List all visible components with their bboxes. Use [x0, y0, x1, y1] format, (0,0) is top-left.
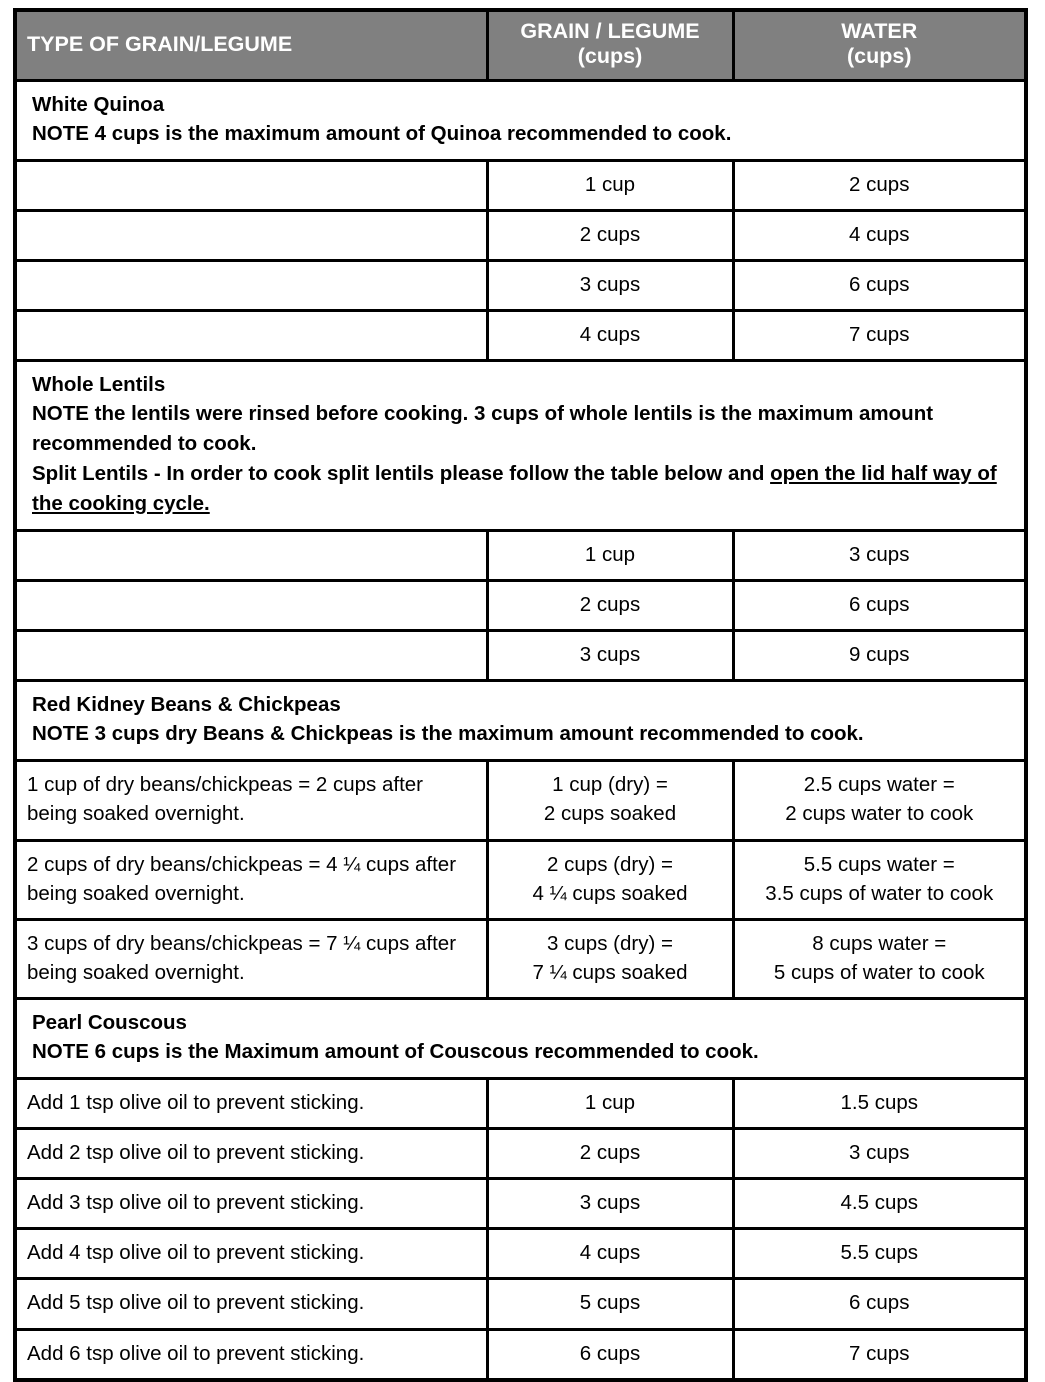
section-note [32, 1037, 1010, 1067]
cell-water-cups-line-1: 4.5 cups [840, 1191, 918, 1215]
cell-description-line-1: Add 1 tsp olive oil to prevent sticking. [27, 1091, 365, 1115]
cell-description [15, 260, 487, 310]
cell-description-line-1: 3 cups of dry beans/chickpeas = 7 ¼ cups after being soaked overnight. [27, 931, 457, 984]
section-header-row [15, 681, 1026, 761]
cell-description-line-1: Add 3 tsp olive oil to prevent sticking. [27, 1191, 365, 1215]
cell-water-cups-line-1: 6 cups [849, 1291, 910, 1315]
table-row [15, 1129, 1026, 1179]
cell-water-cups [733, 1179, 1026, 1229]
cell-grain-cups-line-2: 2 cups soaked [543, 802, 677, 826]
cell-water-cups-line-1: 5.5 cups water = [803, 852, 955, 876]
cell-water-cups [733, 761, 1026, 840]
cell-water-cups [733, 840, 1026, 919]
cell-grain-cups [487, 260, 733, 310]
cell-description [15, 210, 487, 260]
table-row [15, 761, 1026, 840]
cell-grain-cups-line-1: 3 cups [579, 272, 641, 296]
cell-water-cups [733, 581, 1026, 631]
cell-water-cups-line-1: 3 cups [849, 1141, 910, 1165]
column-header-grain-legume [487, 10, 733, 80]
section-title: White Quinoa [32, 92, 165, 116]
table-row [15, 631, 1026, 681]
cell-description [15, 160, 487, 210]
table-row [15, 1179, 1026, 1229]
cell-description [15, 840, 487, 919]
cell-grain-cups-line-1: 2 cups [579, 593, 641, 617]
cell-grain-cups-line-1: 4 cups [579, 323, 641, 347]
cell-description [15, 761, 487, 840]
table-row [15, 530, 1026, 580]
cell-grain-cups-line-2: 7 ¼ cups soaked [532, 960, 688, 984]
cell-description-line-1: 1 cup of dry beans/chickpeas = 2 cups after being soaked overnight. [27, 773, 423, 826]
section-note-text: NOTE 3 cups dry Beans & Chickpeas is the maximum amount recommended to cook. [32, 722, 864, 746]
cell-water-cups-line-1: 4 cups [849, 222, 910, 246]
table-row [15, 581, 1026, 631]
cell-grain-cups [487, 761, 733, 840]
cell-water-cups-line-2: 2 cups water to cook [785, 802, 974, 826]
cell-grain-cups-line-1: 2 cups [579, 1141, 641, 1165]
grain-legume-water-table-container [13, 8, 1024, 1382]
column-header-type-label: TYPE OF GRAIN/LEGUME [27, 31, 293, 56]
table-row [15, 1229, 1026, 1279]
cell-description [15, 1229, 487, 1279]
cell-grain-cups [487, 530, 733, 580]
cell-description [15, 631, 487, 681]
cell-water-cups-line-1: 1.5 cups [840, 1091, 918, 1115]
cell-grain-cups-line-1: 1 cup [584, 172, 636, 196]
cell-description [15, 1179, 487, 1229]
cell-grain-cups [487, 210, 733, 260]
cell-grain-cups [487, 581, 733, 631]
table-head [15, 10, 1026, 80]
cell-grain-cups-line-1: 2 cups (dry) = [547, 852, 673, 876]
column-header-type-of-grain-legume [15, 10, 487, 80]
cell-water-cups-line-1: 6 cups [849, 272, 910, 296]
section-header-whole-lentils [15, 361, 1026, 531]
section-note [32, 399, 1010, 459]
cell-description [15, 311, 487, 361]
column-header-grain-label: GRAIN / LEGUME [520, 19, 700, 43]
cell-water-cups [733, 631, 1026, 681]
cell-water-cups [733, 1229, 1026, 1279]
cell-water-cups-line-1: 2 cups [849, 172, 910, 196]
cell-description-line-1: Add 4 tsp olive oil to prevent sticking. [27, 1241, 365, 1265]
cell-description [15, 1129, 487, 1179]
section-note-text: Split Lentils - In order to cook split lentils please follow the table below and [32, 462, 771, 486]
cell-description-line-1: Add 2 tsp olive oil to prevent sticking. [27, 1141, 365, 1165]
cell-description [15, 1329, 487, 1380]
cell-water-cups [733, 1329, 1026, 1380]
cell-water-cups-line-1: 5.5 cups [840, 1241, 918, 1265]
cell-description [15, 581, 487, 631]
cell-water-cups [733, 1079, 1026, 1129]
section-header-row [15, 361, 1026, 531]
cell-water-cups [733, 260, 1026, 310]
table-row [15, 1329, 1026, 1380]
cell-grain-cups-line-1: 1 cup [584, 542, 636, 566]
cell-description [15, 530, 487, 580]
cell-description [15, 919, 487, 998]
cell-grain-cups-line-1: 2 cups [579, 222, 641, 246]
cell-water-cups-line-1: 9 cups [849, 643, 910, 667]
cell-grain-cups-line-1: 3 cups [579, 643, 641, 667]
cell-water-cups [733, 1279, 1026, 1329]
section-header-row [15, 80, 1026, 160]
cell-grain-cups [487, 311, 733, 361]
section-title: Pearl Couscous [32, 1011, 187, 1034]
cell-grain-cups [487, 919, 733, 998]
cell-grain-cups-line-1: 1 cup (dry) = [552, 773, 668, 797]
cell-grain-cups [487, 1229, 733, 1279]
section-note-text: NOTE 6 cups is the Maximum amount of Couscous recommended to cook. [32, 1040, 759, 1064]
cell-grain-cups-line-1: 3 cups [579, 1191, 641, 1215]
cell-water-cups-line-1: 8 cups water = [812, 931, 947, 955]
section-note [32, 459, 1010, 519]
section-header-red-kidney-beans-chickpeas [15, 681, 1026, 761]
cell-grain-cups-line-1: 3 cups (dry) = [547, 931, 673, 955]
cell-description-line-1: 2 cups of dry beans/chickpeas = 4 ¼ cups after being soaked overnight. [27, 852, 457, 905]
cell-grain-cups-line-2: 4 ¼ cups soaked [532, 881, 688, 905]
cell-water-cups [733, 210, 1026, 260]
section-note-text: NOTE the lentils were rinsed before cooking. 3 cups of whole lentils is the maximum amount recommended to cook. [32, 402, 934, 456]
cell-grain-cups [487, 1279, 733, 1329]
cell-water-cups [733, 1129, 1026, 1179]
cell-description [15, 1079, 487, 1129]
cell-water-cups-line-1: 3 cups [849, 542, 910, 566]
cell-water-cups [733, 311, 1026, 361]
cell-description-line-1: Add 6 tsp olive oil to prevent sticking. [27, 1341, 365, 1365]
table-row [15, 919, 1026, 998]
cell-description-line-1: Add 5 tsp olive oil to prevent sticking. [27, 1291, 365, 1315]
cell-grain-cups [487, 840, 733, 919]
cell-grain-cups [487, 1129, 733, 1179]
section-header-row [15, 999, 1026, 1079]
cell-water-cups-line-1: 6 cups [849, 593, 910, 617]
section-note-emphasis: open the lid half way of the cooking cycle. [32, 462, 997, 516]
section-header-white-quinoa [15, 80, 1026, 160]
grain-legume-water-table [13, 8, 1028, 1382]
table-row [15, 1279, 1026, 1329]
section-title: Whole Lentils [32, 373, 166, 397]
column-header-water [733, 10, 1026, 80]
cell-water-cups [733, 530, 1026, 580]
cell-grain-cups [487, 1079, 733, 1129]
table-row [15, 160, 1026, 210]
cell-water-cups-line-1: 2.5 cups water = [803, 773, 955, 797]
cell-grain-cups-line-1: 1 cup [584, 1091, 636, 1115]
column-header-grain-unit: (cups) [577, 44, 643, 69]
cell-grain-cups [487, 1329, 733, 1380]
cell-water-cups [733, 919, 1026, 998]
table-row [15, 210, 1026, 260]
table-row [15, 260, 1026, 310]
table-header-row [15, 10, 1026, 80]
cell-water-cups-line-1: 7 cups [849, 323, 910, 347]
section-note [32, 119, 1010, 149]
cell-grain-cups-line-1: 5 cups [579, 1291, 641, 1315]
cell-water-cups-line-2: 3.5 cups of water to cook [765, 881, 994, 905]
cell-description [15, 1279, 487, 1329]
cell-grain-cups [487, 631, 733, 681]
section-header-pearl-couscous [15, 999, 1026, 1079]
cell-water-cups-line-1: 7 cups [849, 1341, 910, 1365]
column-header-water-unit: (cups) [847, 44, 912, 69]
cell-grain-cups [487, 1179, 733, 1229]
column-header-water-label: WATER [841, 19, 918, 43]
cell-grain-cups-line-1: 6 cups [579, 1341, 641, 1365]
table-body [15, 80, 1026, 1379]
section-note-text: NOTE 4 cups is the maximum amount of Quinoa recommended to cook. [32, 121, 732, 145]
cell-water-cups [733, 160, 1026, 210]
cell-water-cups-line-2: 5 cups of water to cook [773, 960, 985, 984]
section-note [32, 719, 1010, 749]
table-row [15, 840, 1026, 919]
cell-grain-cups-line-1: 4 cups [579, 1241, 641, 1265]
cell-grain-cups [487, 160, 733, 210]
table-row [15, 1079, 1026, 1129]
table-row [15, 311, 1026, 361]
section-title: Red Kidney Beans & Chickpeas [32, 693, 341, 717]
